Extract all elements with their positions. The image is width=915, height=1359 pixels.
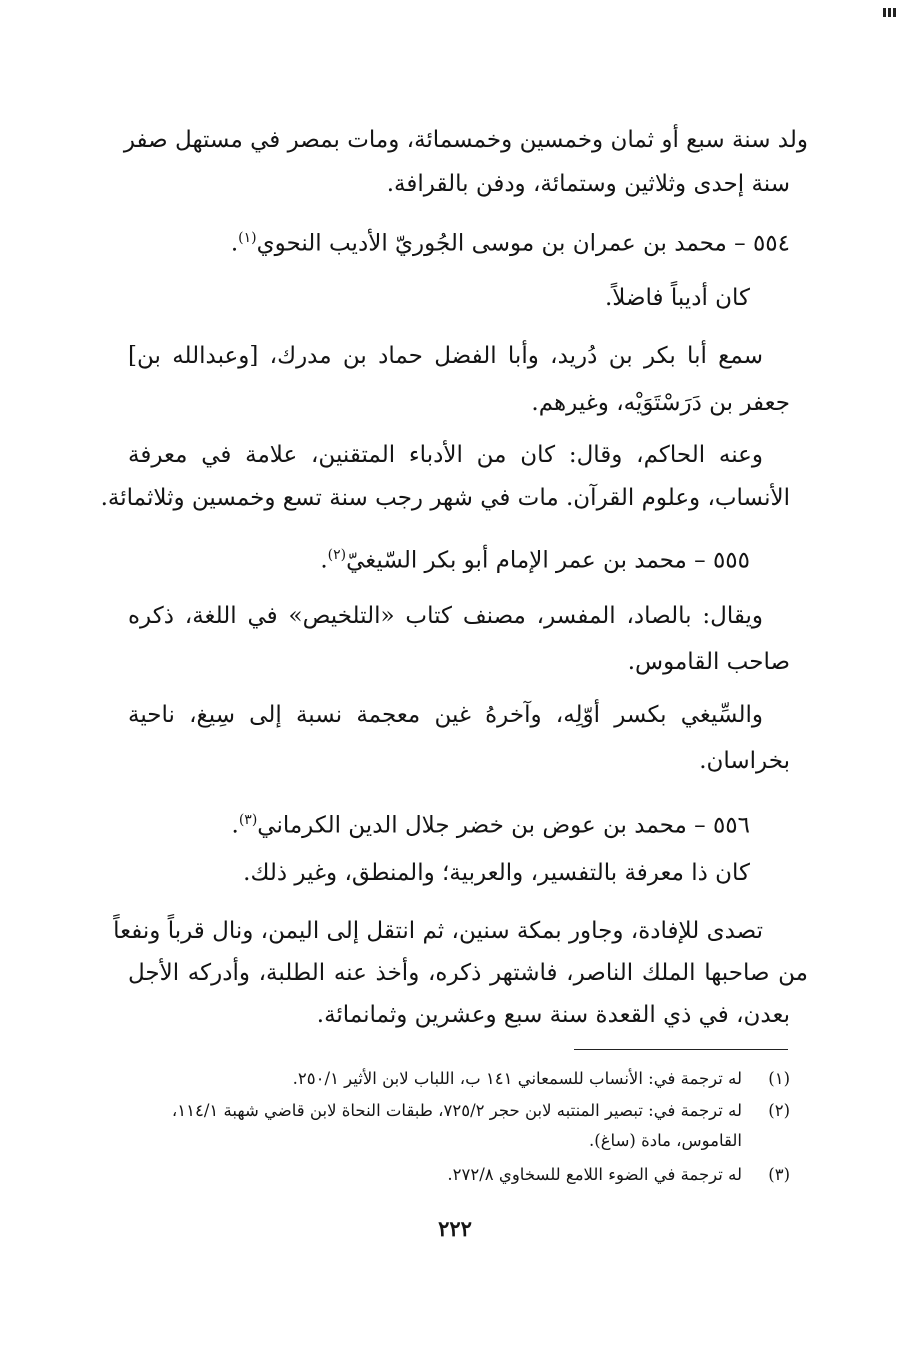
entry-heading-text: ٥٥٦ – محمد بن عوض بن خضر جلال الدين الكرماني bbox=[257, 812, 750, 839]
body-line: ويقال: بالصاد، المفسر، مصنف كتاب «التلخيص» في اللغة، ذكره bbox=[128, 603, 763, 629]
body-line: بعدن، في ذي القعدة سنة سبع وعشرين وثمانمائة. bbox=[316, 1002, 790, 1028]
body-line: وعنه الحاكم، وقال: كان من الأدباء المتقنين، علامة في معرفة bbox=[128, 442, 763, 468]
body-line: جعفر بن دَرَسْتَوَيْه، وغيرهم. bbox=[531, 390, 790, 416]
body-line: والسِّيغي بكسر أوّلِه، وآخرهُ غين معجمة نسبة إلى سِيغ، ناحية bbox=[128, 702, 763, 728]
footnote-number: (٣) bbox=[768, 1165, 790, 1184]
body-line: تصدى للإفادة، وجاور بمكة سنين، ثم انتقل إلى اليمن، ونال قرباً ونفعاً bbox=[113, 918, 763, 944]
body-line: سنة إحدى وثلاثين وستمائة، ودفن بالقرافة. bbox=[386, 171, 790, 197]
entry-heading-period: . bbox=[231, 812, 239, 839]
footnote-text: له ترجمة في: تبصير المنتبه لابن حجر ٧٢٥/٢، طبقات النحاة لابن قاضي شهبة ١١٤/١، bbox=[171, 1101, 742, 1120]
footnote-ref: (٣) bbox=[238, 812, 258, 828]
entry-heading bbox=[320, 535, 750, 581]
footnote-number: (٢) bbox=[768, 1101, 790, 1120]
body-line: صاحب القاموس. bbox=[627, 649, 790, 675]
footnote-ref: (١) bbox=[238, 230, 257, 246]
body-line: ولد سنة سبع أو ثمان وخمسين وخمسمائة، ومات بمصر في مستهل صفر bbox=[123, 127, 808, 153]
footnote bbox=[447, 1160, 790, 1190]
footnote-ref: (٢) bbox=[327, 547, 347, 563]
body-line: بخراسان. bbox=[699, 748, 790, 774]
footnote-continuation: القاموس، مادة (ساغ). bbox=[589, 1131, 742, 1150]
entry-heading-period: . bbox=[320, 547, 328, 574]
body-line: كان أديباً فاضلاً. bbox=[604, 285, 750, 311]
entry-heading-period: . bbox=[230, 230, 239, 257]
entry-heading bbox=[232, 800, 751, 846]
body-line: كان ذا معرفة بالتفسير، والعربية؛ والمنطق، وغير ذلك. bbox=[243, 860, 750, 886]
entry-heading bbox=[231, 218, 790, 264]
body-line: الأنساب، وعلوم القرآن. مات في شهر رجب سنة تسع وخمسين وثلاثمائة. bbox=[100, 485, 790, 511]
body-line: سمع أبا بكر بن دُريد، وأبا الفضل حماد بن مدرك، [وعبدالله بن] bbox=[128, 343, 763, 369]
footnote-number: (١) bbox=[768, 1069, 790, 1088]
corner-mark bbox=[883, 8, 897, 18]
entry-heading-text: ٥٥٥ – محمد بن عمر الإمام أبو بكر السّيغيّ bbox=[346, 547, 750, 574]
footnote-text: له ترجمة في: الأنساب للسمعاني ١٤١ ب، اللباب لابن الأثير ٢٥٠/١. bbox=[292, 1069, 742, 1088]
footnote-text: له ترجمة في الضوء اللامع للسخاوي ٢٧٢/٨. bbox=[447, 1165, 742, 1184]
body-line: من صاحبها الملك الناصر، فاشتهر ذكره، وأخذ عنه الطلبة، وأدركه الأجل bbox=[128, 960, 808, 986]
footnote bbox=[172, 1096, 790, 1126]
entry-heading-text: ٥٥٤ – محمد بن عمران بن موسى الجُوريّ الأديب النحوي bbox=[256, 230, 790, 257]
page-number: ٢٢٢ bbox=[438, 1216, 472, 1241]
footnote bbox=[293, 1064, 790, 1094]
footnote-rule bbox=[574, 1049, 788, 1050]
